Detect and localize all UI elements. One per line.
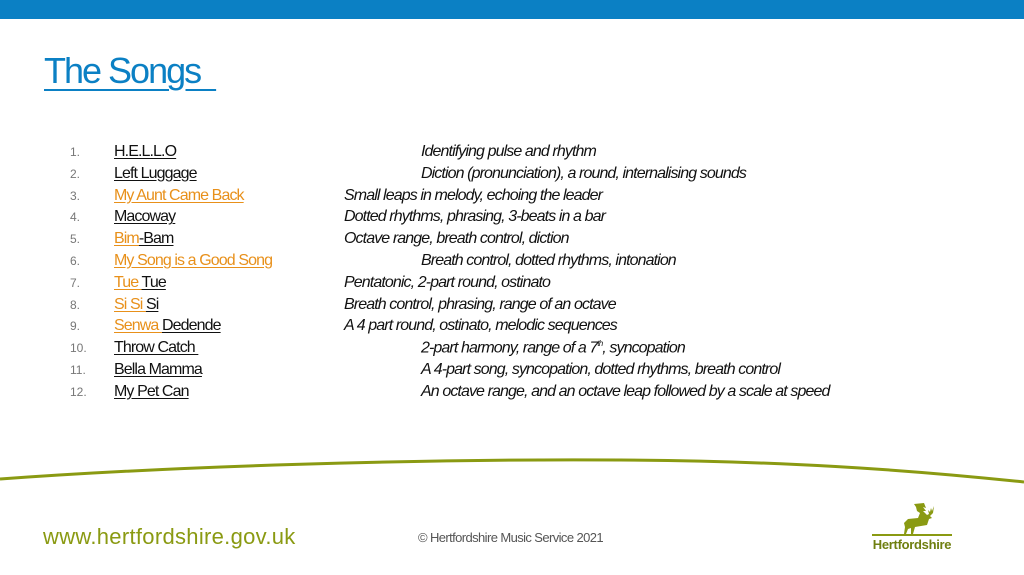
song-description [344, 230, 569, 248]
song-number: 6. [70, 253, 81, 268]
song-row [0, 272, 1024, 294]
song-title-link[interactable] [114, 361, 202, 379]
logo-wordmark: Hertfordshire [872, 537, 952, 552]
song-row [0, 228, 1024, 250]
song-title-link[interactable] [114, 317, 221, 335]
song-title-part[interactable]: My Song is a Good Song [114, 251, 273, 269]
song-description-text: Diction (pronunciation), a round, internalising sounds [421, 164, 746, 182]
song-description-text: A 4 part round, ostinato, melodic sequences [344, 317, 617, 335]
song-description [344, 208, 605, 226]
song-title-part[interactable]: Throw Catch [114, 339, 199, 357]
song-title-part[interactable]: Bim [114, 230, 139, 248]
song-number: 11. [70, 362, 86, 377]
song-number: 10. [70, 341, 87, 356]
song-title-link[interactable] [114, 296, 158, 314]
song-title-part[interactable]: My Aunt Came Back [114, 186, 244, 204]
song-description [421, 252, 676, 270]
song-row [0, 359, 1024, 381]
song-description-tail: , syncopation [602, 339, 685, 357]
song-description [421, 165, 746, 183]
website-url[interactable]: www.hertfordshire.gov.uk [43, 524, 296, 549]
song-description [344, 317, 617, 335]
song-number: 8. [70, 297, 81, 312]
song-description [344, 274, 550, 292]
song-title-part[interactable]: Left Luggage [114, 164, 197, 182]
song-title-part[interactable]: -Bam [138, 230, 174, 248]
song-row [0, 141, 1024, 163]
song-title-part[interactable]: Si [145, 295, 159, 313]
song-title-link[interactable] [114, 165, 197, 183]
stag-icon [866, 500, 958, 540]
song-number: 3. [70, 188, 81, 203]
song-row [0, 294, 1024, 316]
song-number: 5. [70, 232, 81, 247]
song-row [0, 337, 1024, 359]
superscript-text: th [597, 339, 603, 349]
song-description-text: Breath control, dotted rhythms, intonation [421, 251, 676, 269]
song-title-part[interactable]: Bella Mamma [114, 360, 202, 378]
song-row [0, 315, 1024, 337]
song-row [0, 381, 1024, 403]
song-title-link[interactable] [114, 208, 175, 226]
page-title: The Songs [44, 50, 217, 91]
song-title-part[interactable]: Tue [141, 273, 166, 291]
song-row [0, 250, 1024, 272]
song-description [421, 339, 685, 357]
song-title-link[interactable] [114, 274, 166, 292]
song-title-link[interactable] [114, 383, 189, 401]
song-title-part[interactable]: Senwa [114, 317, 162, 335]
song-description-text: Pentatonic, 2-part round, ostinato [344, 273, 550, 291]
song-title-link[interactable] [114, 187, 244, 205]
song-description [344, 187, 602, 205]
song-row [0, 185, 1024, 207]
song-number: 4. [70, 210, 81, 225]
song-title-part[interactable]: Tue [114, 273, 142, 291]
song-title-link[interactable] [114, 252, 272, 270]
song-number: 12. [70, 384, 87, 399]
song-description-text: Identifying pulse and rhythm [421, 143, 596, 160]
song-description [344, 296, 616, 314]
song-list [0, 141, 1024, 403]
song-description-text: An octave range, and an octave leap followed by a scale at speed [421, 382, 830, 400]
song-description-text: Breath control, phrasing, range of an octave [344, 295, 616, 313]
wave-divider [0, 445, 1024, 490]
song-number: 1. [70, 145, 81, 159]
song-description-text: Octave range, breath control, diction [344, 230, 569, 248]
song-description [421, 383, 830, 401]
song-number: 9. [70, 319, 81, 334]
song-description-text: 2-part harmony, range of a 7 [421, 339, 598, 357]
song-title-part[interactable]: Dedende [161, 317, 221, 335]
hertfordshire-logo [866, 500, 958, 554]
song-number: 7. [70, 275, 81, 290]
song-title-link[interactable] [114, 143, 176, 161]
song-row [0, 206, 1024, 228]
song-description [421, 143, 596, 161]
copyright-notice: © Hertfordshire Music Service 2021 [418, 530, 603, 545]
song-title-part[interactable]: My Pet Can [114, 382, 189, 400]
song-description-text: Dotted rhythms, phrasing, 3-beats in a bar [344, 208, 606, 226]
song-description-text: A 4-part song, syncopation, dotted rhythms, breath control [421, 360, 780, 378]
song-title-part[interactable]: Macoway [114, 208, 176, 226]
song-row [0, 163, 1024, 185]
song-title-link[interactable] [114, 230, 174, 248]
top-banner [0, 0, 1024, 19]
song-number: 2. [70, 166, 81, 181]
song-title-part[interactable]: Si Si [114, 295, 146, 313]
song-title-part[interactable]: H.E.L.L.O [114, 143, 177, 160]
song-description-text: Small leaps in melody, echoing the leader [344, 186, 603, 204]
song-title-link[interactable] [114, 339, 198, 357]
song-description [421, 361, 780, 379]
